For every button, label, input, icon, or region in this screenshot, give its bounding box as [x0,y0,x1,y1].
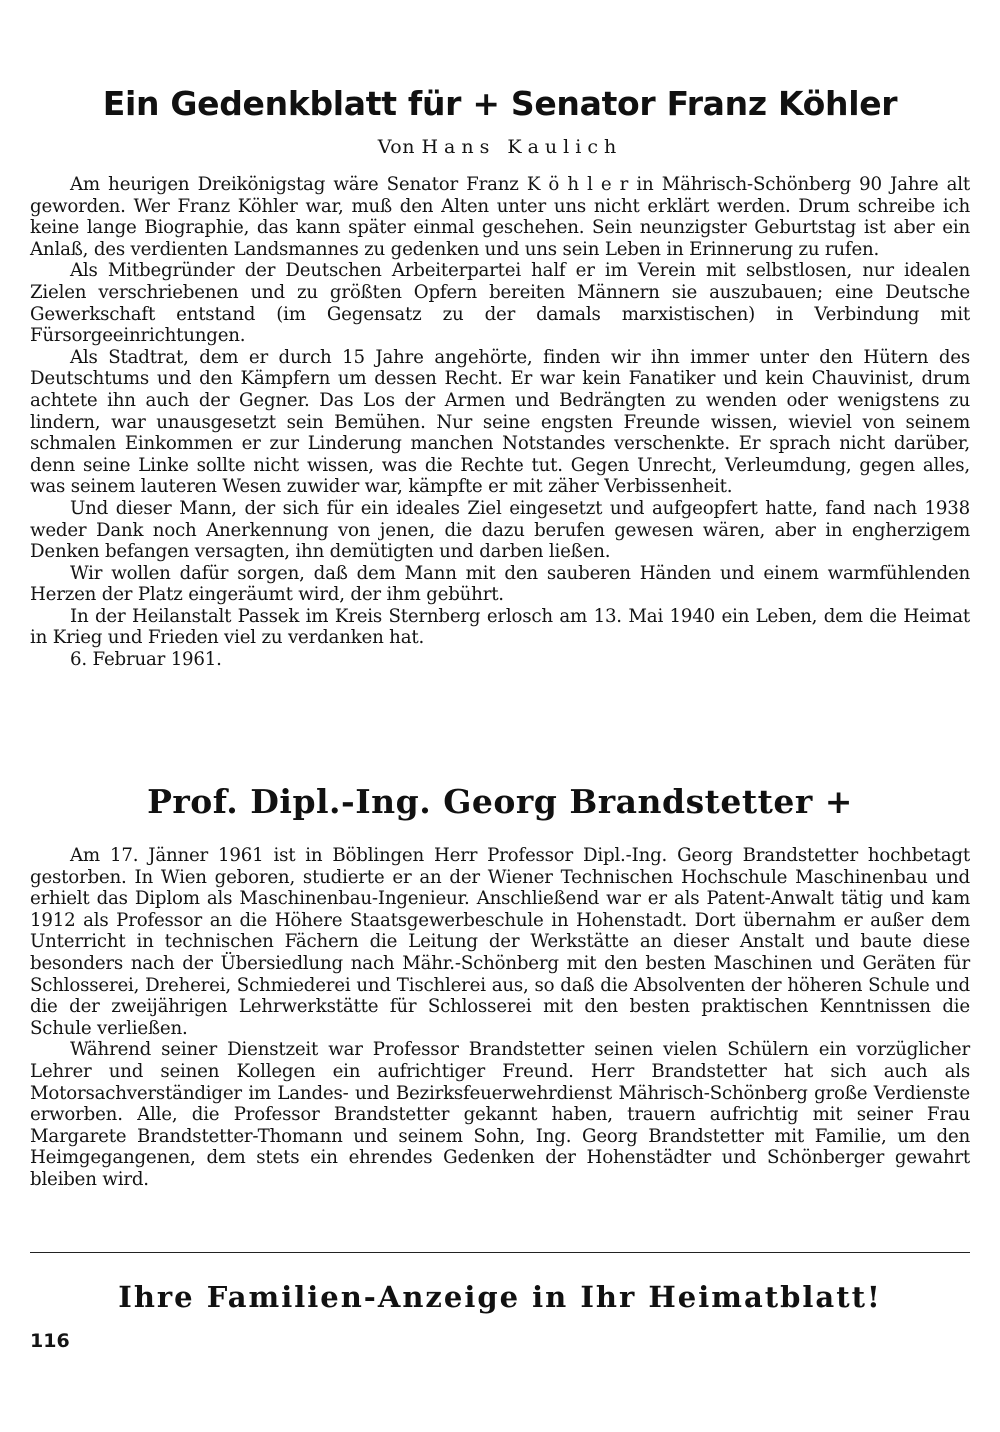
article1-paragraph: Als Stadtrat, dem er durch 15 Jahre angehörte, finden wir ihn immer unter den Hütern des Deutschtums und den Kämpfern um dessen Recht. Er war kein Fanatiker und kein Chauvinist, drum achtete ihn auch der Gegner. Das Los der Armen und Bedrängten zu wenden oder wenigstens zu lindern, war unausgesetzt sein Bemühen. Nur seine engsten Freunde wissen, wieviel von seinem schmalen Einkommen er zur Linderung manchen Notstandes verschenkte. Er sprach nicht darüber, denn seine Linke sollte nicht wissen, was die Rechte tut. Gegen Unrecht, Verleumdung, gegen alles, was seinem lauteren Wesen zuwider war, kämpfte er mit zäher Verbissenheit. [30,346,970,498]
article1-paragraph: Als Mitbegründer der Deutschen Arbeiterpartei half er im Verein mit selbstlosen, nur idealen Zielen verschriebenen und zu größten Opfern bereiten Männern sie auszubauen; eine Deutsche Gewerkschaft entstand (im Gegensatz zu der damals marxistischen) in Verbindung mit Fürsorgeeinrichtungen. [30,260,970,347]
article1-byline [0,136,1000,158]
article2-paragraph: Während seiner Dienstzeit war Professor Brandstetter seinen vielen Schülern ein vorzüglicher Lehrer und seinen Kollegen ein aufrichtiger Freund. Herr Brandstetter hat sich auch als Motorsachverständiger im Landes- und Bezirksfeuerwehrdienst Mährisch-Schönberg große Verdienste erworben. Alle, die Professor Brandstetter gekannt haben, trauern aufrichtig mit seiner Frau Margarete Brandstetter-Thomann und seinem Sohn, Ing. Georg Brandstetter mit Familie, um den Heimgegangenen, dem stets ein ehrendes Gedenken der Hohenstädter und Schönberger gewahrt bleiben wird. [30,1039,970,1190]
article2-paragraph: Am 17. Jänner 1961 ist in Böblingen Herr Professor Dipl.-Ing. Georg Brandstetter hochbetagt gestorben. In Wien geboren, studierte er an der Wiener Technischen Hochschule Maschinenbau und erhielt das Diplom als Maschinenbau-Ingenieur. Anschließend war er als Patent-Anwalt tätig und kam 1912 als Professor an die Höhere Staatsgewerbeschule in Hohenstadt. Dort übernahm er außer dem Unterricht in technischen Fächern die Leitung der Werkstätte an dieser Anstalt und baute diese besonders nach der Übersiedlung nach Mähr.-Schönberg mit den besten Maschinen und Geräten für Schlosserei, Dreherei, Schmiederei und Tischlerei aus, so daß die Absolventen der höheren Schule und die der zweijährigen Lehrwerkstätte für Schlosserei mit den besten praktischen Kenntnissen die Schule verließen. [30,845,970,1039]
article2-title: Prof. Dipl.-Ing. Georg Brandstetter + [147,782,853,821]
article2-body [30,845,970,1191]
article1-paragraph: In der Heilanstalt Passek im Kreis Sternberg erlosch am 13. Mai 1940 ein Leben, dem die Heimat in Krieg und Frieden viel zu verdanken hat. [30,605,970,649]
article1-paragraph: Wir wollen dafür sorgen, daß dem Mann mit den sauberen Händen und einem warmfühlenden Herzen der Platz eingeräumt wird, der ihm gebührt. [30,562,970,606]
article1-date: 6. Februar 1961. [70,649,222,671]
article1-paragraph: Am heurigen Dreikönigstag wäre Senator Franz K ö h l e r in Mährisch-Schönberg 90 Jahre alt geworden. Wer Franz Köhler war, muß den Alten unter uns nicht erklärt werden. Drum schreibe ich keine lange Biographie, das kann später einmal geschehen. Sein neunzigster Geburtstag ist aber ein Anlaß, des verdienten Landsmannes zu gedenken und uns sein Leben in Erinnerung zu rufen. [30,174,970,260]
byline-prefix: Von [377,136,415,158]
page-number: 116 [30,1330,70,1352]
divider-rule [30,1252,970,1253]
article1-paragraph: Und dieser Mann, der sich für ein ideales Ziel eingesetzt und aufgeopfert hatte, fand nach 1938 weder Dank noch Anerkennung von jenen, die dazu berufen gewesen wären, aber in engherzigem Denken befangen versagten, ihn demütigten und darben ließen. [30,497,970,563]
byline-author: Hans Kaulich [421,136,623,158]
article1-title: Ein Gedenkblatt für + Senator Franz Köhler [102,84,898,123]
advert-slogan: Ihre Familien-Anzeige in Ihr Heimatblatt! [118,1280,882,1314]
article1-body [30,174,970,671]
